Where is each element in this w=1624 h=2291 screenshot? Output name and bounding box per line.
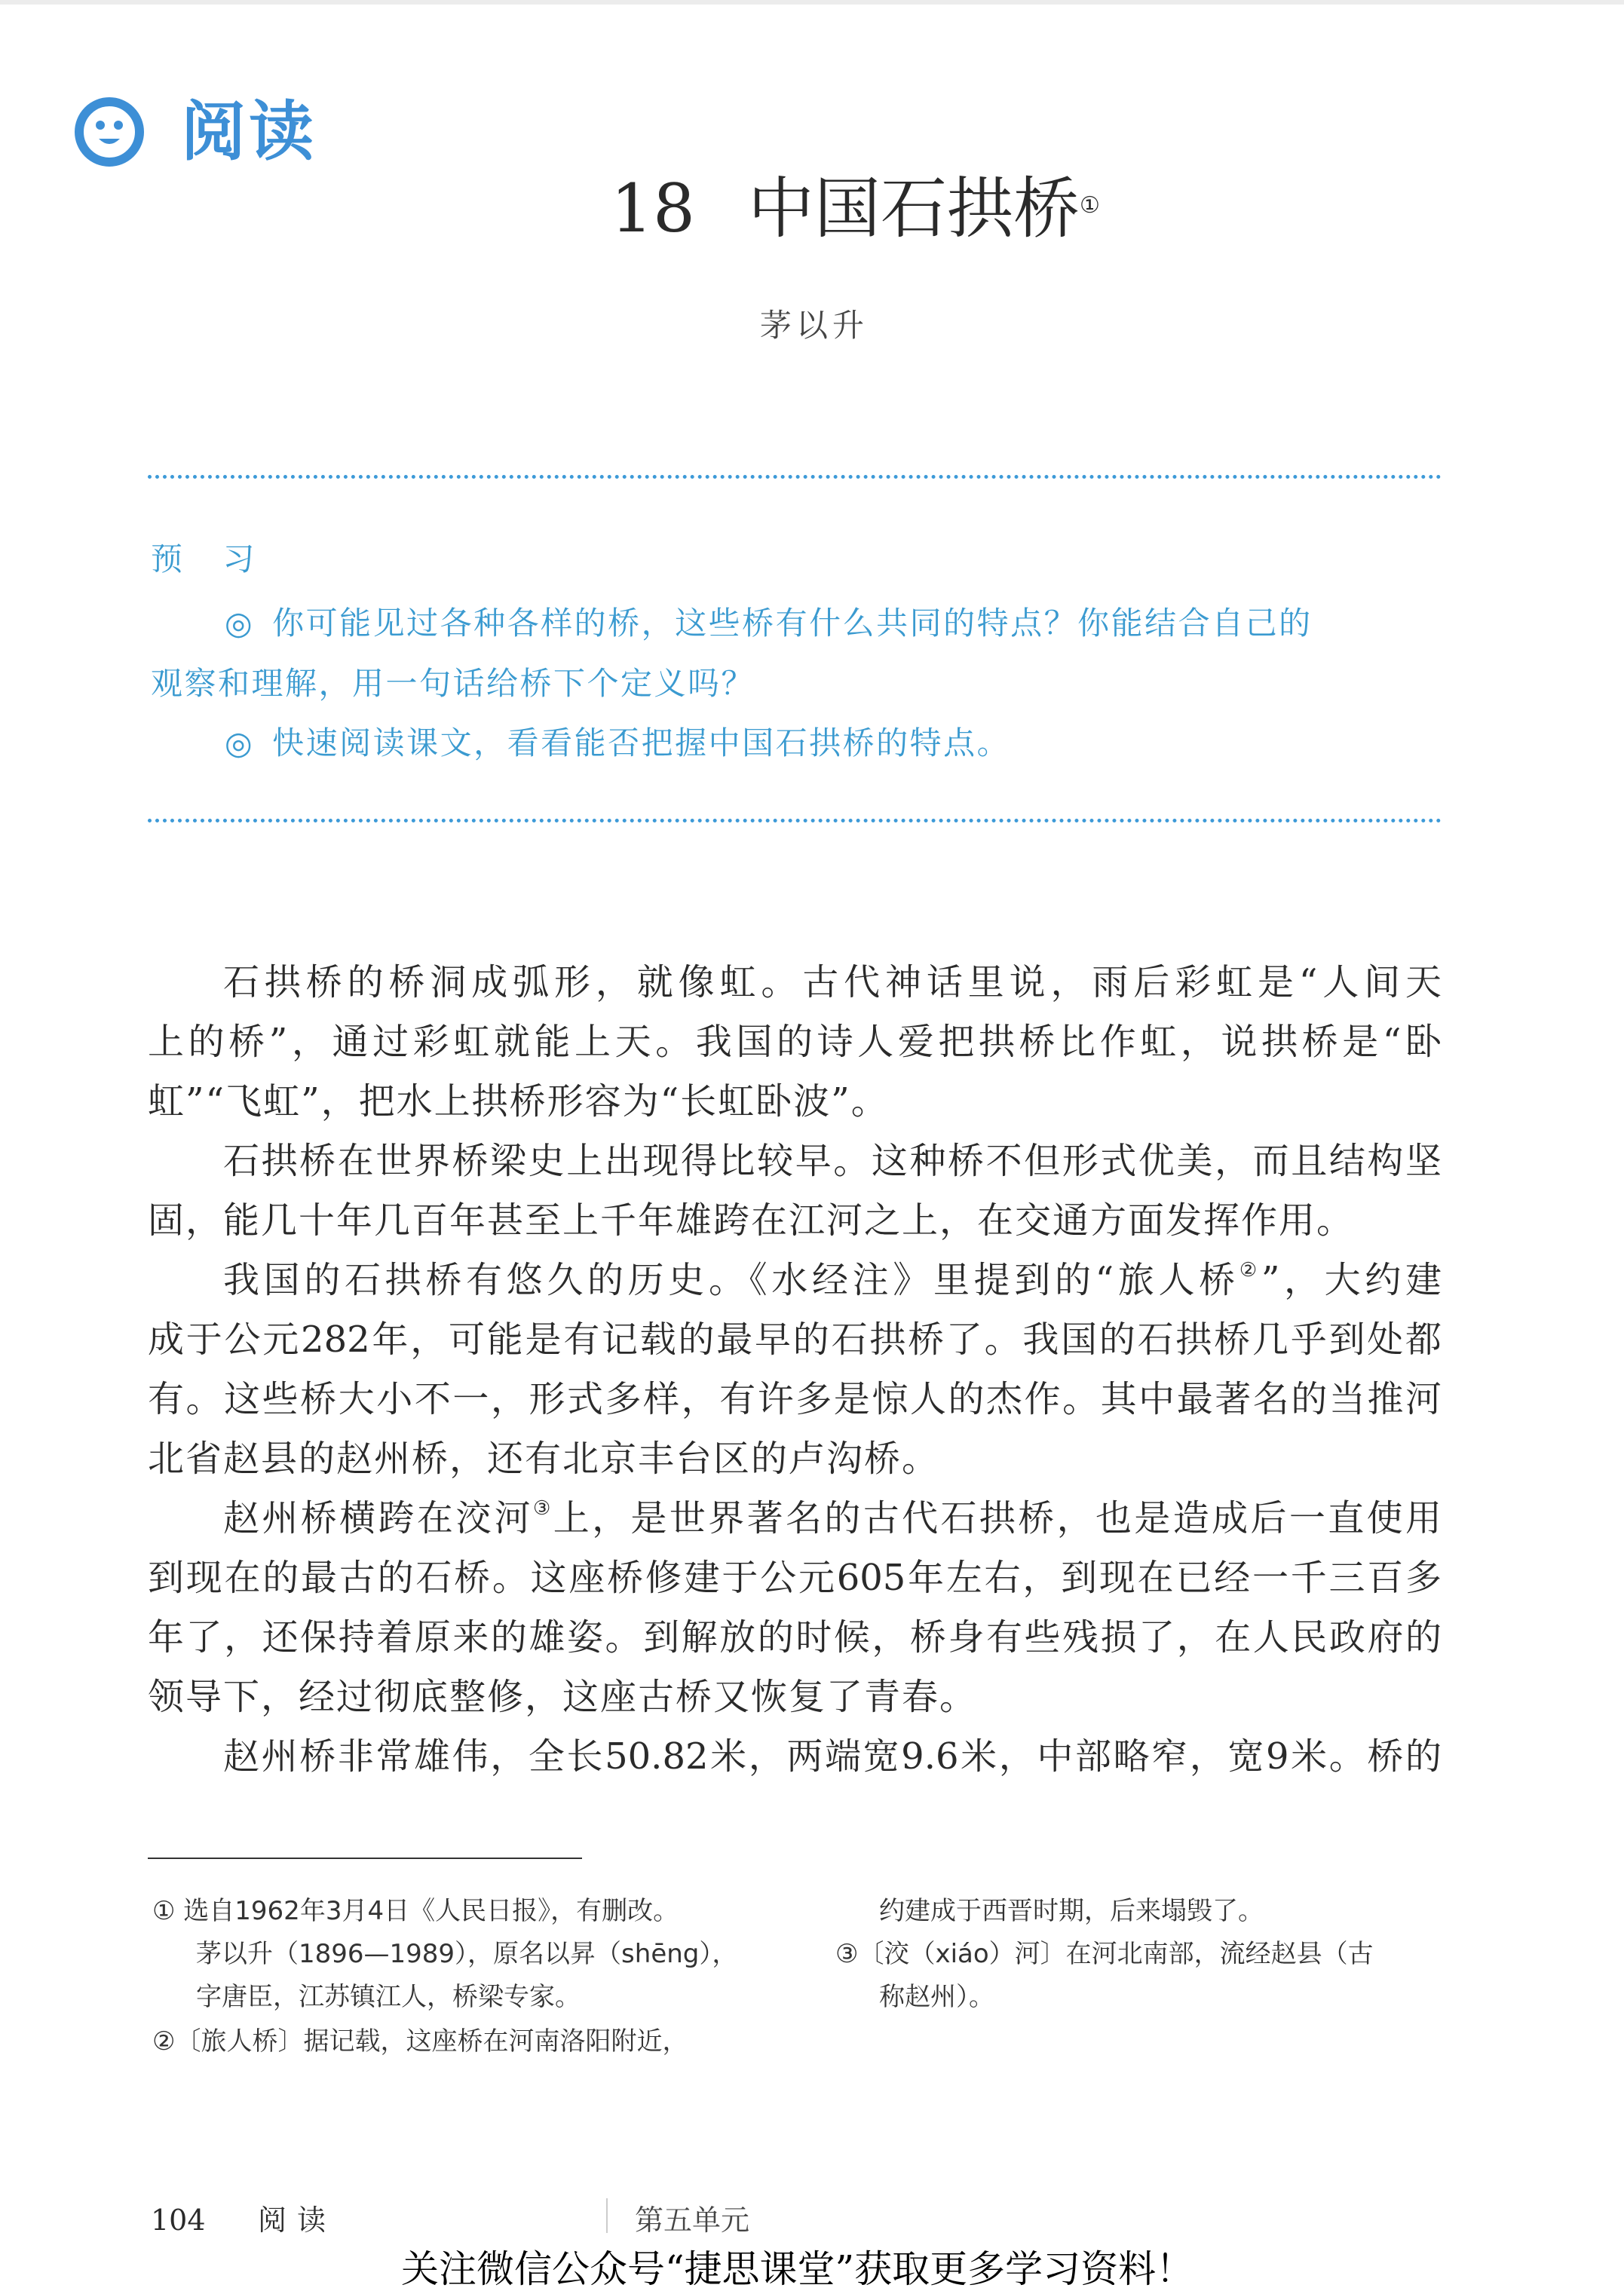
footer-divider	[606, 2198, 608, 2233]
body-text: 石拱桥在世界桥梁史上出现得比较早。这种桥不但形式优美，而且结构坚	[223, 1140, 1442, 1182]
body-text: 上，是世界著名的古代石拱桥，也是造成后一直使用	[553, 1497, 1442, 1539]
preview-item	[151, 721, 1442, 766]
page-number: 104	[151, 2204, 206, 2237]
body-line	[148, 1370, 1442, 1429]
preview-item	[151, 601, 1442, 646]
bullet-icon: ◎	[225, 605, 255, 642]
article-body	[148, 953, 1442, 1787]
body-text: 石拱桥的桥洞成弧形，就像虹。古代神话里说，雨后彩虹是“人间天	[223, 961, 1442, 1003]
footnote-mark: ①	[1080, 192, 1100, 219]
footer-unit: 第五单元	[635, 2204, 750, 2237]
body-text: 虹”“飞虹”，把水上拱桥形容为“长虹卧波”。	[148, 1080, 889, 1123]
footnote-line: 茅以升（1896—1989），原名以昇（shēng），	[196, 1939, 738, 1969]
body-text: 我国的石拱桥有悠久的历史。《水经注》里提到的“旅人桥	[223, 1259, 1239, 1301]
lesson-number: 18	[611, 170, 695, 247]
smiley-face-icon	[74, 96, 145, 167]
footnote-line: 字唐臣，江苏镇江人，桥梁专家。	[196, 1982, 581, 2012]
body-line	[148, 1132, 1442, 1191]
body-line	[148, 1012, 1442, 1072]
body-text: 北省赵县的赵州桥，还有北京丰台区的卢沟桥。	[148, 1438, 940, 1480]
author: 茅以升	[760, 307, 869, 344]
footnote-mark: ③	[533, 1497, 553, 1520]
footnote-mark: ②	[1239, 1259, 1261, 1282]
footnote-line: 约建成于西晋时期，后来塌毁了。	[879, 1896, 1264, 1926]
body-line	[148, 1191, 1442, 1251]
body-line	[148, 1727, 1442, 1787]
preview-text: 观察和理解，用一句话给桥下个定义吗？	[151, 665, 755, 702]
footnote-line: ① 选自1962年3月4日《人民日报》，有删改。	[152, 1896, 679, 1926]
lesson-title-text: 中国石拱桥	[747, 170, 1080, 247]
footnote-line: ②〔旅人桥〕据记载，这座桥在河南洛阳附近，	[152, 2026, 688, 2057]
footnote-rule	[148, 1858, 582, 1859]
footer-section: 阅读	[258, 2204, 337, 2237]
bullet-icon: ◎	[225, 724, 255, 761]
body-line	[148, 1310, 1442, 1370]
body-line	[148, 1489, 1442, 1548]
footnote-line: ③〔洨（xiáo）河〕在河北南部，流经赵县（古	[835, 1939, 1374, 1969]
preview-item-continued	[151, 661, 1442, 706]
body-text: 年了，还保持着原来的雄姿。到解放的时候，桥身有些残损了，在人民政府的	[148, 1616, 1442, 1659]
body-text: 成于公元282年，可能是有记载的最早的石拱桥了。我国的石拱桥几乎到处都	[148, 1319, 1442, 1361]
preview-heading: 预 习	[151, 541, 270, 577]
body-text: 有。这些桥大小不一，形式多样，有许多是惊人的杰作。其中最著名的当推河	[148, 1378, 1442, 1420]
body-text: 到现在的最古的石桥。这座桥修建于公元605年左右，到现在已经一千三百多	[148, 1557, 1442, 1599]
body-text: ”，大约建	[1261, 1259, 1442, 1301]
body-line	[148, 1548, 1442, 1608]
section-label: 阅读	[181, 94, 317, 170]
dotted-divider-top	[148, 475, 1442, 479]
body-text: 赵州桥横跨在洨河	[223, 1497, 534, 1539]
body-line	[148, 1072, 1442, 1132]
body-line	[148, 1429, 1442, 1489]
dotted-divider-bottom	[148, 819, 1442, 822]
page-top-edge	[0, 0, 1624, 5]
preview-text: 你可能见过各种各样的桥，这些桥有什么共同的特点？你能结合自己的	[272, 605, 1313, 642]
body-line	[148, 1251, 1442, 1310]
footnote-line: 称赵州）。	[879, 1982, 994, 2012]
body-text: 领导下，经过彻底整修，这座古桥又恢复了青春。	[148, 1676, 978, 1718]
preview-text: 快速阅读课文，看看能否把握中国石拱桥的特点。	[272, 724, 1011, 761]
watermark-text: 关注微信公众号“捷思课堂”获取更多学习资料！	[401, 2247, 1194, 2291]
lesson-title	[611, 167, 1100, 250]
body-line	[148, 1668, 1442, 1727]
body-line	[148, 953, 1442, 1012]
body-text: 赵州桥非常雄伟，全长50.82米，两端宽9.6米，中部略窄，宽9米。桥的	[223, 1735, 1442, 1778]
body-text: 上的桥”，通过彩虹就能上天。我国的诗人爱把拱桥比作虹，说拱桥是“卧	[148, 1021, 1442, 1063]
body-line	[148, 1608, 1442, 1668]
body-text: 固，能几十年几百年甚至上千年雄跨在江河之上，在交通方面发挥作用。	[148, 1199, 1355, 1242]
